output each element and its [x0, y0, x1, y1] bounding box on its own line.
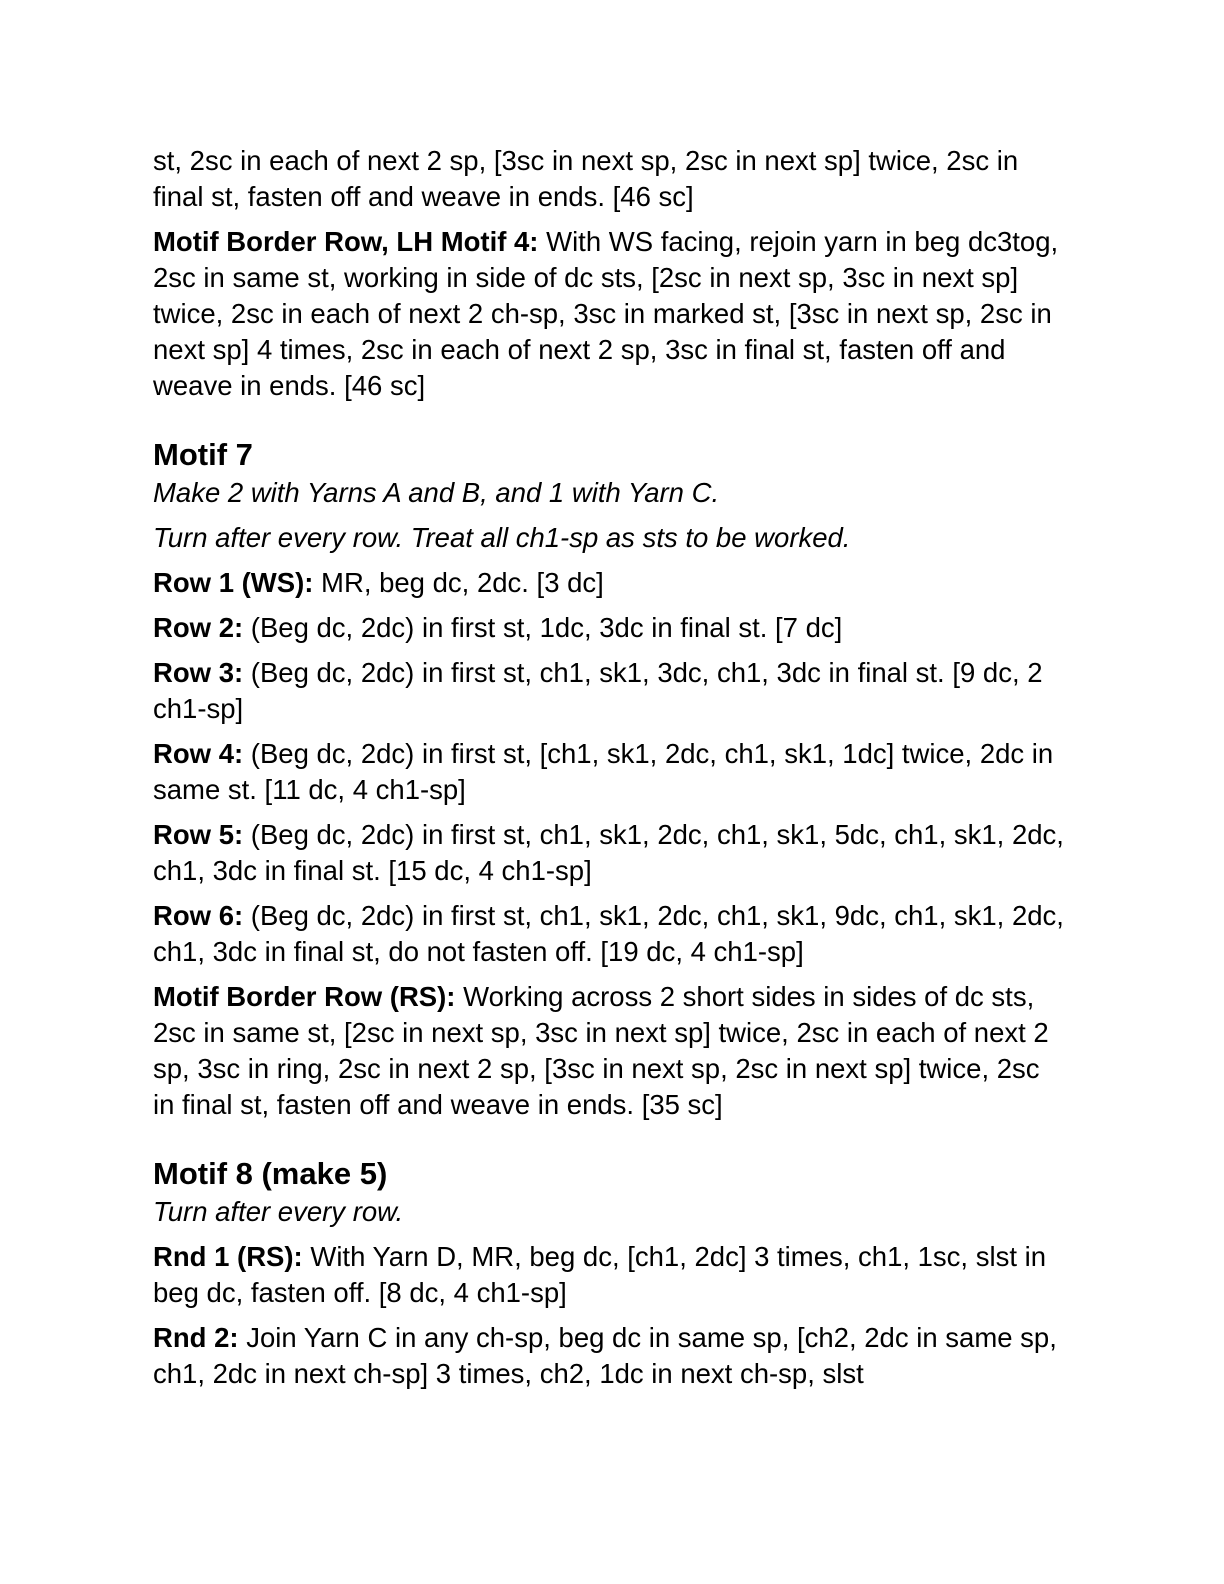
row-text: (Beg dc, 2dc) in first st, ch1, sk1, 2dc, ch1, sk1, 9dc, ch1, sk1, 2dc, ch1, 3dc in final st, do not fasten off. [19 dc, 4 ch1-sp]	[153, 900, 1064, 967]
row-label: Motif Border Row (RS):	[153, 981, 456, 1012]
continuation-paragraph	[153, 143, 1068, 215]
row-instruction	[153, 1320, 1068, 1392]
instruction-paragraph	[153, 224, 1068, 404]
row-label: Row 2:	[153, 612, 244, 643]
row-instruction	[153, 979, 1068, 1123]
row-instruction	[153, 565, 1068, 601]
row-text: (Beg dc, 2dc) in first st, ch1, sk1, 2dc, ch1, sk1, 5dc, ch1, sk1, 2dc, ch1, 3dc in final st. [15 dc, 4 ch1-sp]	[153, 819, 1064, 886]
row-text: (Beg dc, 2dc) in first st, 1dc, 3dc in final st. [7 dc]	[243, 612, 843, 643]
section-note: Turn after every row.	[153, 1196, 404, 1227]
section-heading-motif-8: Motif 8 (make 5)	[153, 1156, 388, 1191]
document-page	[153, 143, 1068, 1401]
row-label: Row 6:	[153, 900, 244, 931]
row-text: (Beg dc, 2dc) in first st, ch1, sk1, 3dc, ch1, 3dc in final st. [9 dc, 2 ch1-sp]	[153, 657, 1043, 724]
row-instruction	[153, 610, 1068, 646]
section-note: Turn after every row. Treat all ch1-sp as sts to be worked.	[153, 522, 851, 553]
row-text: Working across 2 short sides in sides of dc sts, 2sc in same st, [2sc in next sp, 3sc in next sp] twice, 2sc in each of next 2 sp, 3sc in ring, 2sc in next 2 sp, [3sc in next sp, 2sc in next sp] twice, 2sc in final st, fasten off and weave in ends. [35 sc]	[153, 981, 1049, 1120]
row-text: (Beg dc, 2dc) in first st, [ch1, sk1, 2dc, ch1, sk1, 1dc] twice, 2dc in same st. [11 dc, 4 ch1-sp]	[153, 738, 1054, 805]
section-heading-motif-7: Motif 7	[153, 437, 253, 472]
instruction-text: With WS facing, rejoin yarn in beg dc3tog, 2sc in same st, working in side of dc sts, [2sc in next sp, 3sc in next sp] twice, 2sc in each of next 2 ch-sp, 3sc in marked st, [3sc in next sp, 2sc in next sp] 4 times, 2sc in each of next 2 sp, 3sc in final st, fasten off and weave in ends. [46 sc]	[153, 226, 1059, 401]
row-text: MR, beg dc, 2dc. [3 dc]	[313, 567, 604, 598]
row-label: Rnd 1 (RS):	[153, 1241, 303, 1272]
section-note: Make 2 with Yarns A and B, and 1 with Yarn C.	[153, 477, 720, 508]
row-label: Rnd 2:	[153, 1322, 239, 1353]
row-text: With Yarn D, MR, beg dc, [ch1, 2dc] 3 times, ch1, 1sc, slst in beg dc, fasten off. [8 dc, 4 ch1-sp]	[153, 1241, 1047, 1308]
row-label: Row 1 (WS):	[153, 567, 314, 598]
instruction-label: Motif Border Row, LH Motif 4:	[153, 226, 539, 257]
row-label: Row 4:	[153, 738, 244, 769]
continuation-text: st, 2sc in each of next 2 sp, [3sc in next sp, 2sc in next sp] twice, 2sc in final st, fasten off and weave in ends. [46 sc]	[153, 145, 1019, 212]
row-instruction	[153, 736, 1068, 808]
row-instruction	[153, 655, 1068, 727]
row-label: Row 5:	[153, 819, 244, 850]
row-instruction	[153, 898, 1068, 970]
row-text: Join Yarn C in any ch-sp, beg dc in same sp, [ch2, 2dc in same sp, ch1, 2dc in next ch-sp] 3 times, ch2, 1dc in next ch-sp, slst	[153, 1322, 1057, 1389]
row-label: Row 3:	[153, 657, 244, 688]
row-instruction	[153, 817, 1068, 889]
row-instruction	[153, 1239, 1068, 1311]
